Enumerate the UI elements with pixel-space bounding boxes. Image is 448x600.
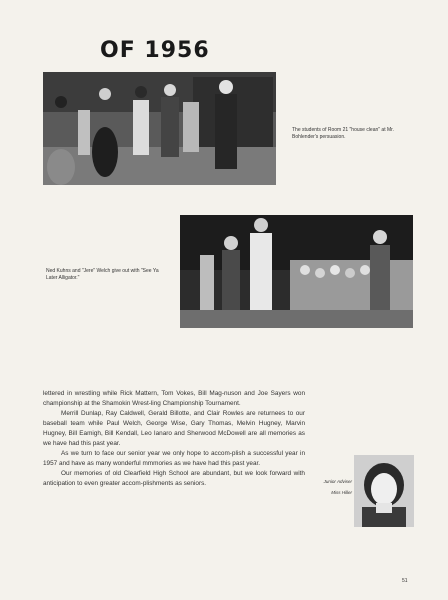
body-paragraph-1: lettered in wrestling while Rick Mattern, Tom Vokes, Bill Mag-nuson and Joe Sayers won championship at the Shamokin Wrest-ling Championship Tournament. <box>43 390 305 407</box>
body-paragraph-4: Our memories of old Clearfield High School are abundant, but we look forward with anticipation to even greater accom-plishments as seniors. <box>43 470 305 487</box>
page-heading: OF 1956 <box>100 38 210 63</box>
body-paragraph-2: Merrill Dunlap, Ray Caldwell, Gerald Billotte, and Clair Rowles are returnees to our baseball team while Paul Welch, George Wise, Gary Thomas, Melvin Hugney, Marvin Hugney, Bill Eamigh, Bill Kendall, Leo Ianaro and Sherwood McDowell are all memories as we have had this past year. <box>43 410 305 447</box>
caption-photo2: Ned Kuhns and "Jere" Welch give out with "See Ya Later Alligator." <box>46 268 159 281</box>
page-number: 51 <box>402 578 408 584</box>
caption-photo1: The students of Room 21 "house clean" at Mr. Bohlender's persuasion. <box>292 127 394 140</box>
body-text <box>43 389 305 489</box>
adviser-title: Junior Adviser <box>323 479 352 484</box>
portrait-photo-adviser <box>354 455 414 527</box>
body-paragraph-3: As we turn to face our senior year we only hope to accom-plish a successful year in 1957 and have as many wonderful mmmories as we have had this past year. <box>43 450 305 467</box>
photo-see-ya-later-alligator <box>180 215 413 328</box>
photo-room-21-house-clean <box>43 72 276 185</box>
adviser-name: Miss Hiller <box>331 490 352 495</box>
